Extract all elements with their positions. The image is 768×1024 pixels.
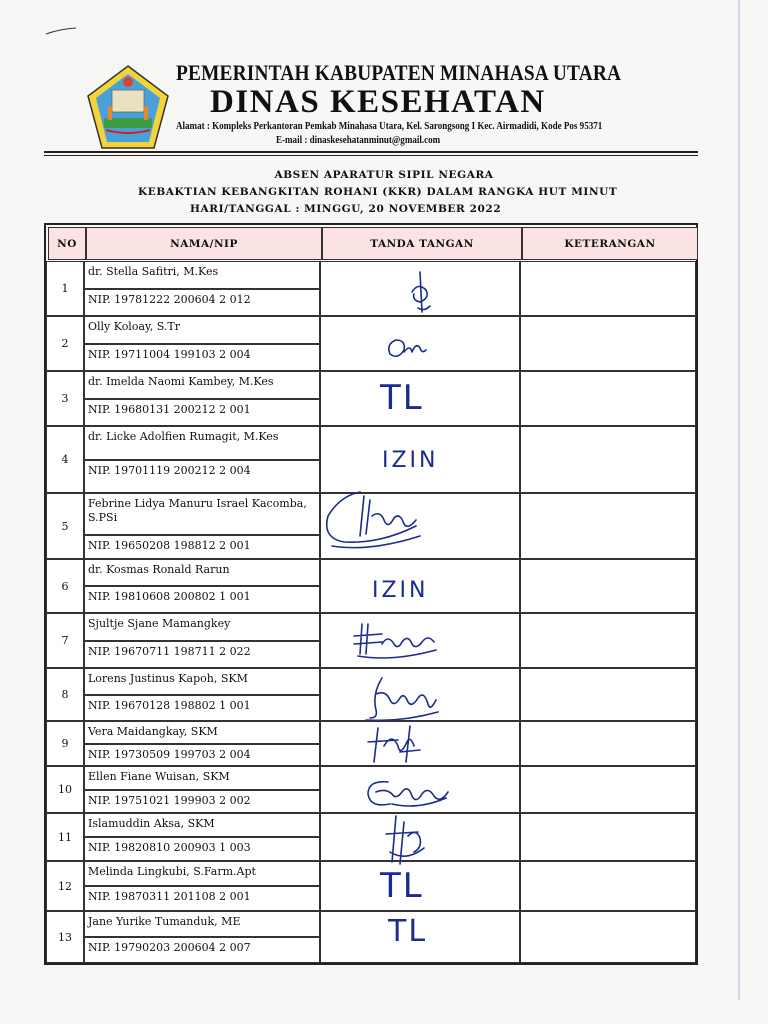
employee-nip: NIP. 19670711 198711 2 022 bbox=[84, 641, 320, 668]
employee-nip: NIP. 19670128 198802 1 001 bbox=[84, 695, 320, 721]
employee-name: dr. Stella Safitri, M.Kes bbox=[84, 261, 320, 289]
letterhead-rule-thin bbox=[44, 155, 698, 156]
row-number: 11 bbox=[46, 813, 84, 861]
remarks-cell bbox=[520, 861, 696, 911]
row-number: 6 bbox=[46, 559, 84, 613]
row-number: 10 bbox=[46, 766, 84, 813]
signature-5 bbox=[320, 486, 430, 556]
signature-13-tl: TL bbox=[388, 914, 428, 949]
employee-name: Jane Yurike Tumanduk, ME bbox=[84, 911, 320, 937]
row-number: 1 bbox=[46, 261, 84, 316]
remarks-cell bbox=[520, 426, 696, 493]
agency-address: Alamat : Kompleks Perkantoran Pemkab Minahasa Utara, Kel. Sarongsong I Kec. Airmadidi, Kode Pos 95371 bbox=[176, 121, 603, 132]
government-name: PEMERINTAH KABUPATEN MINAHASA UTARA bbox=[176, 60, 622, 85]
signature-3-tl: TL bbox=[380, 378, 424, 418]
row-number: 5 bbox=[46, 493, 84, 559]
row-number: 2 bbox=[46, 316, 84, 371]
row-number: 7 bbox=[46, 613, 84, 668]
signature-4-izin: IZIN bbox=[382, 448, 439, 473]
employee-name: Ellen Fiane Wuisan, SKM bbox=[84, 766, 320, 790]
event-title: KEBAKTIAN KEBANGKITAN ROHANI (KKR) DALAM RANGKA HUT MINUT bbox=[138, 186, 618, 198]
header-remarks: KETERANGAN bbox=[522, 227, 698, 260]
header-name-nip: NAMA/NIP bbox=[86, 227, 322, 260]
row-number: 9 bbox=[46, 721, 84, 766]
employee-nip: NIP. 19820810 200903 1 003 bbox=[84, 837, 320, 861]
row-number: 8 bbox=[46, 668, 84, 721]
remarks-cell bbox=[520, 559, 696, 613]
stray-pen-mark bbox=[44, 26, 78, 36]
remarks-cell bbox=[520, 371, 696, 426]
row-number: 12 bbox=[46, 861, 84, 911]
signature-6-izin: IZIN bbox=[372, 578, 429, 603]
remarks-cell bbox=[520, 261, 696, 316]
employee-name: Vera Maidangkay, SKM bbox=[84, 721, 320, 744]
employee-nip: NIP. 19870311 201108 2 001 bbox=[84, 886, 320, 911]
employee-nip: NIP. 19650208 198812 2 001 bbox=[84, 535, 320, 559]
employee-name: dr. Licke Adolfien Rumagit, M.Kes bbox=[84, 426, 320, 460]
header-no: NO bbox=[48, 227, 86, 260]
agency-name: DINAS KESEHATAN bbox=[210, 84, 546, 120]
signature-1 bbox=[400, 268, 440, 318]
remarks-cell bbox=[520, 668, 696, 721]
employee-name: dr. Imelda Naomi Kambey, M.Kes bbox=[84, 371, 320, 399]
remarks-cell bbox=[520, 316, 696, 371]
remarks-cell bbox=[520, 813, 696, 861]
signature-2 bbox=[382, 330, 430, 362]
employee-nip: NIP. 19730509 199703 2 004 bbox=[84, 744, 320, 766]
employee-name: Melinda Lingkubi, S.Farm.Apt bbox=[84, 861, 320, 886]
employee-nip: NIP. 19701119 200212 2 004 bbox=[84, 460, 320, 493]
remarks-cell bbox=[520, 613, 696, 668]
employee-name: dr. Kosmas Ronald Rarun bbox=[84, 559, 320, 586]
employee-name: Olly Koloay, S.Tr bbox=[84, 316, 320, 344]
employee-nip: NIP. 19790203 200604 2 007 bbox=[84, 937, 320, 963]
signature-12-tl: TL bbox=[380, 866, 424, 906]
letterhead-rule bbox=[44, 151, 698, 153]
employee-name: Lorens Justinus Kapoh, SKM bbox=[84, 668, 320, 695]
document-title: ABSEN APARATUR SIPIL NEGARA bbox=[274, 169, 494, 181]
remarks-cell bbox=[520, 911, 696, 963]
remarks-cell bbox=[520, 493, 696, 559]
signature-7 bbox=[352, 620, 442, 662]
row-number: 13 bbox=[46, 911, 84, 963]
header-signature: TANDA TANGAN bbox=[322, 227, 522, 260]
employee-name: Islamuddin Aksa, SKM bbox=[84, 813, 320, 837]
employee-name: Febrine Lidya Manuru Israel Kacomba, S.PSi bbox=[84, 493, 320, 535]
signature-8 bbox=[362, 674, 442, 724]
signature-11 bbox=[380, 812, 430, 868]
signature-9 bbox=[364, 722, 424, 766]
regency-emblem-logo bbox=[86, 62, 170, 150]
row-number: 4 bbox=[46, 426, 84, 493]
employee-nip: NIP. 19680131 200212 2 001 bbox=[84, 399, 320, 426]
agency-email: E-mail : dinaskesehatanminut@gmail.com bbox=[276, 135, 441, 146]
employee-nip: NIP. 19810608 200802 1 001 bbox=[84, 586, 320, 613]
employee-nip: NIP. 19781222 200604 2 012 bbox=[84, 289, 320, 316]
scan-edge bbox=[738, 0, 740, 1000]
row-number: 3 bbox=[46, 371, 84, 426]
employee-nip: NIP. 19751021 199903 2 002 bbox=[84, 790, 320, 813]
signature-10 bbox=[362, 774, 452, 814]
remarks-cell bbox=[520, 721, 696, 766]
remarks-cell bbox=[520, 766, 696, 813]
employee-name: Sjultje Sjane Mamangkey bbox=[84, 613, 320, 641]
employee-nip: NIP. 19711004 199103 2 004 bbox=[84, 344, 320, 371]
event-date: HARI/TANGGAL : MINGGU, 20 NOVEMBER 2022 bbox=[190, 203, 502, 215]
